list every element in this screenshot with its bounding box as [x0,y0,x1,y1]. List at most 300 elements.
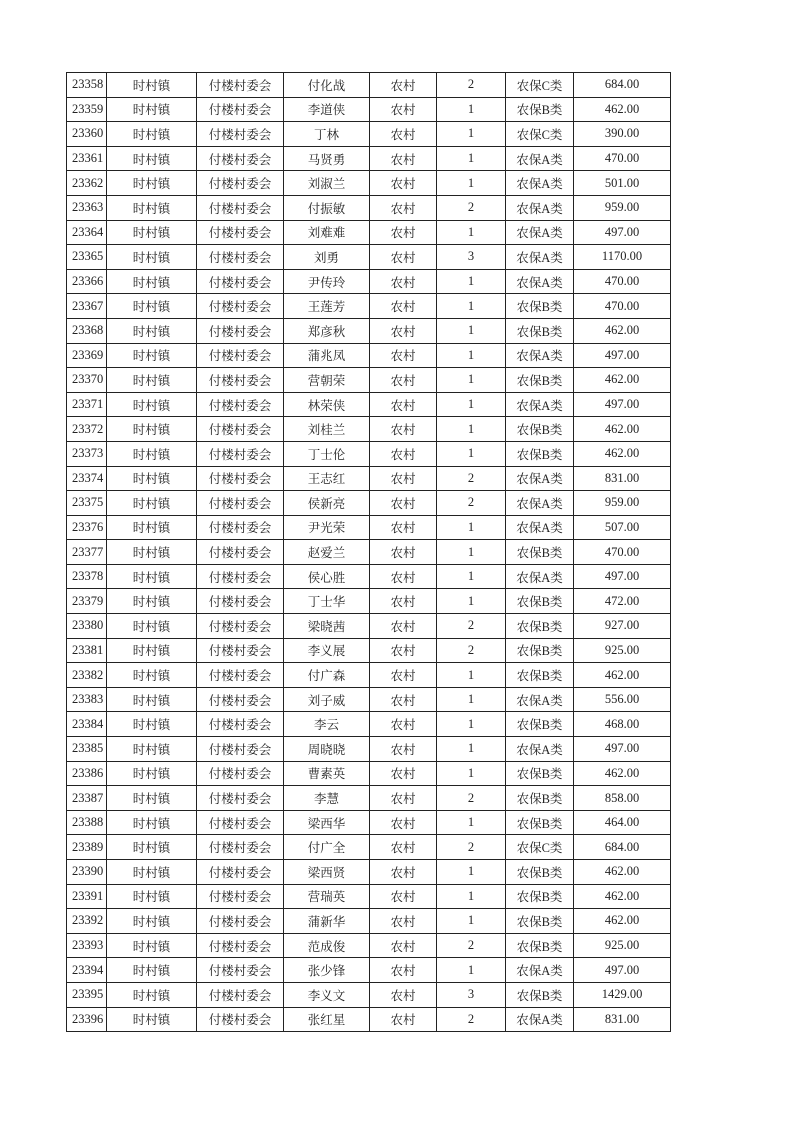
township-cell: 时村镇 [107,441,197,466]
person-name-cell: 尹传玲 [284,269,370,294]
household-size-cell: 1 [437,368,506,393]
table-row [67,441,671,466]
amount-cell: 497.00 [574,958,671,983]
table-row [67,638,671,663]
person-name-cell: 丁士伦 [284,441,370,466]
record-id-cell: 23365 [67,245,107,270]
township-cell: 时村镇 [107,294,197,319]
insurance-category-cell: 农保A类 [506,195,574,220]
insurance-category-cell: 农保B类 [506,909,574,934]
insurance-category-cell: 农保B类 [506,318,574,343]
insurance-category-cell: 农保C类 [506,122,574,147]
record-id-cell: 23385 [67,737,107,762]
amount-cell: 470.00 [574,540,671,565]
record-id-cell: 23360 [67,122,107,147]
amount-cell: 462.00 [574,909,671,934]
township-cell: 时村镇 [107,318,197,343]
village-committee-cell: 付楼村委会 [197,687,284,712]
person-name-cell: 尹光荣 [284,515,370,540]
amount-cell: 462.00 [574,884,671,909]
record-id-cell: 23366 [67,269,107,294]
village-committee-cell: 付楼村委会 [197,368,284,393]
residence-type-cell: 农村 [370,97,437,122]
village-committee-cell: 付楼村委会 [197,589,284,614]
household-size-cell: 1 [437,122,506,147]
person-name-cell: 张红星 [284,1007,370,1032]
residence-type-cell: 农村 [370,392,437,417]
residence-type-cell: 农村 [370,810,437,835]
village-committee-cell: 付楼村委会 [197,933,284,958]
household-size-cell: 1 [437,737,506,762]
record-id-cell: 23395 [67,982,107,1007]
village-committee-cell: 付楼村委会 [197,638,284,663]
residence-type-cell: 农村 [370,737,437,762]
amount-cell: 497.00 [574,564,671,589]
amount-cell: 858.00 [574,786,671,811]
insurance-category-cell: 农保B类 [506,441,574,466]
village-committee-cell: 付楼村委会 [197,515,284,540]
table-row [67,97,671,122]
table-row [67,466,671,491]
record-id-cell: 23393 [67,933,107,958]
table-row [67,589,671,614]
insurance-category-cell: 农保A类 [506,515,574,540]
residence-type-cell: 农村 [370,269,437,294]
village-committee-cell: 付楼村委会 [197,195,284,220]
amount-cell: 831.00 [574,466,671,491]
residence-type-cell: 农村 [370,122,437,147]
table-row [67,958,671,983]
township-cell: 时村镇 [107,146,197,171]
amount-cell: 462.00 [574,441,671,466]
amount-cell: 470.00 [574,269,671,294]
village-committee-cell: 付楼村委会 [197,737,284,762]
insurance-category-cell: 农保B类 [506,294,574,319]
table-row [67,933,671,958]
insurance-category-cell: 农保A类 [506,737,574,762]
table-row [67,417,671,442]
person-name-cell: 刘难难 [284,220,370,245]
household-size-cell: 1 [437,589,506,614]
insurance-category-cell: 农保B类 [506,933,574,958]
table-row [67,835,671,860]
record-id-cell: 23368 [67,318,107,343]
village-committee-cell: 付楼村委会 [197,958,284,983]
record-id-cell: 23377 [67,540,107,565]
village-committee-cell: 付楼村委会 [197,392,284,417]
residence-type-cell: 农村 [370,786,437,811]
record-id-cell: 23378 [67,564,107,589]
person-name-cell: 李义文 [284,982,370,1007]
record-id-cell: 23367 [67,294,107,319]
village-committee-cell: 付楼村委会 [197,466,284,491]
household-size-cell: 2 [437,638,506,663]
record-id-cell: 23379 [67,589,107,614]
household-size-cell: 1 [437,712,506,737]
household-size-cell: 1 [437,220,506,245]
village-committee-cell: 付楼村委会 [197,245,284,270]
village-committee-cell: 付楼村委会 [197,1007,284,1032]
village-committee-cell: 付楼村委会 [197,540,284,565]
person-name-cell: 侯心胜 [284,564,370,589]
table-row [67,786,671,811]
township-cell: 时村镇 [107,958,197,983]
township-cell: 时村镇 [107,810,197,835]
amount-cell: 927.00 [574,614,671,639]
table-row [67,687,671,712]
person-name-cell: 王莲芳 [284,294,370,319]
insurance-category-cell: 农保B类 [506,540,574,565]
amount-cell: 1429.00 [574,982,671,1007]
residence-type-cell: 农村 [370,540,437,565]
record-id-cell: 23373 [67,441,107,466]
household-size-cell: 3 [437,982,506,1007]
insurance-category-cell: 农保A类 [506,491,574,516]
amount-cell: 925.00 [574,933,671,958]
insurance-category-cell: 农保A类 [506,146,574,171]
insurance-category-cell: 农保B类 [506,786,574,811]
record-id-cell: 23383 [67,687,107,712]
record-id-cell: 23361 [67,146,107,171]
village-committee-cell: 付楼村委会 [197,564,284,589]
insurance-category-cell: 农保B类 [506,860,574,885]
residence-type-cell: 农村 [370,318,437,343]
township-cell: 时村镇 [107,737,197,762]
amount-cell: 556.00 [574,687,671,712]
residence-type-cell: 农村 [370,245,437,270]
person-name-cell: 付振敏 [284,195,370,220]
table-row [67,761,671,786]
amount-cell: 390.00 [574,122,671,147]
record-id-cell: 23389 [67,835,107,860]
residence-type-cell: 农村 [370,195,437,220]
township-cell: 时村镇 [107,786,197,811]
household-size-cell: 2 [437,491,506,516]
person-name-cell: 丁林 [284,122,370,147]
record-id-cell: 23388 [67,810,107,835]
residence-type-cell: 农村 [370,663,437,688]
insurance-category-cell: 农保A类 [506,269,574,294]
household-size-cell: 2 [437,466,506,491]
household-size-cell: 1 [437,860,506,885]
insurance-category-cell: 农保B类 [506,589,574,614]
record-id-cell: 23391 [67,884,107,909]
record-id-cell: 23387 [67,786,107,811]
village-committee-cell: 付楼村委会 [197,343,284,368]
township-cell: 时村镇 [107,195,197,220]
township-cell: 时村镇 [107,982,197,1007]
table-row [67,195,671,220]
village-committee-cell: 付楼村委会 [197,884,284,909]
household-size-cell: 1 [437,146,506,171]
person-name-cell: 周晓晓 [284,737,370,762]
record-id-cell: 23369 [67,343,107,368]
table-row [67,614,671,639]
household-size-cell: 1 [437,269,506,294]
village-committee-cell: 付楼村委会 [197,73,284,98]
amount-cell: 468.00 [574,712,671,737]
residence-type-cell: 农村 [370,1007,437,1032]
household-size-cell: 1 [437,687,506,712]
residence-type-cell: 农村 [370,491,437,516]
person-name-cell: 林荣侠 [284,392,370,417]
residence-type-cell: 农村 [370,368,437,393]
township-cell: 时村镇 [107,269,197,294]
table-row [67,564,671,589]
village-committee-cell: 付楼村委会 [197,761,284,786]
table-row [67,810,671,835]
record-id-cell: 23386 [67,761,107,786]
insurance-category-cell: 农保B类 [506,884,574,909]
household-size-cell: 1 [437,417,506,442]
table-row [67,294,671,319]
table-row [67,884,671,909]
record-id-cell: 23376 [67,515,107,540]
amount-cell: 831.00 [574,1007,671,1032]
amount-cell: 959.00 [574,195,671,220]
amount-cell: 462.00 [574,97,671,122]
record-id-cell: 23396 [67,1007,107,1032]
township-cell: 时村镇 [107,909,197,934]
record-id-cell: 23371 [67,392,107,417]
record-id-cell: 23374 [67,466,107,491]
township-cell: 时村镇 [107,712,197,737]
amount-cell: 472.00 [574,589,671,614]
township-cell: 时村镇 [107,171,197,196]
household-size-cell: 2 [437,786,506,811]
residence-type-cell: 农村 [370,515,437,540]
table-row [67,146,671,171]
record-id-cell: 23384 [67,712,107,737]
amount-cell: 470.00 [574,294,671,319]
table-row [67,368,671,393]
residence-type-cell: 农村 [370,712,437,737]
household-size-cell: 1 [437,441,506,466]
table-row [67,343,671,368]
amount-cell: 959.00 [574,491,671,516]
insurance-category-cell: 农保B类 [506,417,574,442]
record-id-cell: 23363 [67,195,107,220]
residence-type-cell: 农村 [370,564,437,589]
table-row [67,245,671,270]
record-id-cell: 23380 [67,614,107,639]
household-size-cell: 2 [437,835,506,860]
person-name-cell: 李慧 [284,786,370,811]
household-size-cell: 3 [437,245,506,270]
household-size-cell: 1 [437,564,506,589]
household-size-cell: 1 [437,540,506,565]
insurance-category-cell: 农保B类 [506,638,574,663]
insurance-category-cell: 农保A类 [506,958,574,983]
village-committee-cell: 付楼村委会 [197,663,284,688]
person-name-cell: 李义展 [284,638,370,663]
residence-type-cell: 农村 [370,343,437,368]
person-name-cell: 刘子威 [284,687,370,712]
township-cell: 时村镇 [107,860,197,885]
residence-type-cell: 农村 [370,884,437,909]
household-size-cell: 1 [437,884,506,909]
insurance-category-cell: 农保B类 [506,663,574,688]
township-cell: 时村镇 [107,540,197,565]
insurance-category-cell: 农保A类 [506,687,574,712]
table-row [67,982,671,1007]
household-size-cell: 1 [437,761,506,786]
township-cell: 时村镇 [107,515,197,540]
record-id-cell: 23362 [67,171,107,196]
household-size-cell: 1 [437,663,506,688]
household-size-cell: 1 [437,810,506,835]
township-cell: 时村镇 [107,884,197,909]
residence-type-cell: 农村 [370,73,437,98]
residence-type-cell: 农村 [370,294,437,319]
record-id-cell: 23370 [67,368,107,393]
person-name-cell: 范成俊 [284,933,370,958]
person-name-cell: 丁士华 [284,589,370,614]
insurance-category-cell: 农保A类 [506,392,574,417]
township-cell: 时村镇 [107,564,197,589]
household-size-cell: 1 [437,171,506,196]
record-id-cell: 23394 [67,958,107,983]
household-size-cell: 1 [437,343,506,368]
township-cell: 时村镇 [107,1007,197,1032]
village-committee-cell: 付楼村委会 [197,171,284,196]
residence-type-cell: 农村 [370,614,437,639]
household-size-cell: 2 [437,73,506,98]
record-id-cell: 23381 [67,638,107,663]
table-body [67,73,671,1032]
insurance-category-cell: 农保C类 [506,835,574,860]
residence-type-cell: 农村 [370,933,437,958]
household-size-cell: 2 [437,614,506,639]
amount-cell: 497.00 [574,343,671,368]
township-cell: 时村镇 [107,663,197,688]
table-row [67,171,671,196]
records-table [66,72,671,1032]
household-size-cell: 2 [437,195,506,220]
village-committee-cell: 付楼村委会 [197,318,284,343]
amount-cell: 497.00 [574,220,671,245]
table-row [67,392,671,417]
amount-cell: 925.00 [574,638,671,663]
person-name-cell: 郑彦秋 [284,318,370,343]
household-size-cell: 1 [437,392,506,417]
village-committee-cell: 付楼村委会 [197,810,284,835]
household-size-cell: 1 [437,515,506,540]
household-size-cell: 2 [437,1007,506,1032]
residence-type-cell: 农村 [370,958,437,983]
person-name-cell: 蒲兆凤 [284,343,370,368]
person-name-cell: 刘勇 [284,245,370,270]
residence-type-cell: 农村 [370,417,437,442]
person-name-cell: 刘桂兰 [284,417,370,442]
residence-type-cell: 农村 [370,909,437,934]
person-name-cell: 赵爱兰 [284,540,370,565]
person-name-cell: 梁西贤 [284,860,370,885]
amount-cell: 462.00 [574,663,671,688]
township-cell: 时村镇 [107,73,197,98]
residence-type-cell: 农村 [370,146,437,171]
person-name-cell: 付化战 [284,73,370,98]
person-name-cell: 李道侠 [284,97,370,122]
amount-cell: 497.00 [574,737,671,762]
township-cell: 时村镇 [107,466,197,491]
insurance-category-cell: 农保A类 [506,564,574,589]
person-name-cell: 王志红 [284,466,370,491]
village-committee-cell: 付楼村委会 [197,909,284,934]
township-cell: 时村镇 [107,122,197,147]
residence-type-cell: 农村 [370,638,437,663]
person-name-cell: 刘淑兰 [284,171,370,196]
insurance-category-cell: 农保B类 [506,761,574,786]
township-cell: 时村镇 [107,97,197,122]
table-row [67,269,671,294]
insurance-category-cell: 农保B类 [506,810,574,835]
record-id-cell: 23359 [67,97,107,122]
record-id-cell: 23358 [67,73,107,98]
insurance-category-cell: 农保B类 [506,97,574,122]
village-committee-cell: 付楼村委会 [197,835,284,860]
person-name-cell: 张少锋 [284,958,370,983]
household-size-cell: 1 [437,318,506,343]
amount-cell: 464.00 [574,810,671,835]
amount-cell: 462.00 [574,417,671,442]
village-committee-cell: 付楼村委会 [197,97,284,122]
person-name-cell: 梁西华 [284,810,370,835]
residence-type-cell: 农村 [370,466,437,491]
household-size-cell: 1 [437,97,506,122]
amount-cell: 501.00 [574,171,671,196]
residence-type-cell: 农村 [370,835,437,860]
table-row [67,860,671,885]
table-row [67,515,671,540]
residence-type-cell: 农村 [370,982,437,1007]
township-cell: 时村镇 [107,933,197,958]
insurance-category-cell: 农保B类 [506,368,574,393]
person-name-cell: 蒲新华 [284,909,370,934]
insurance-category-cell: 农保A类 [506,466,574,491]
amount-cell: 462.00 [574,368,671,393]
table-row [67,220,671,245]
amount-cell: 462.00 [574,761,671,786]
residence-type-cell: 农村 [370,220,437,245]
insurance-category-cell: 农保A类 [506,1007,574,1032]
table-row [67,737,671,762]
amount-cell: 497.00 [574,392,671,417]
residence-type-cell: 农村 [370,687,437,712]
township-cell: 时村镇 [107,343,197,368]
village-committee-cell: 付楼村委会 [197,982,284,1007]
residence-type-cell: 农村 [370,171,437,196]
amount-cell: 684.00 [574,835,671,860]
insurance-category-cell: 农保B类 [506,614,574,639]
person-name-cell: 营朝荣 [284,368,370,393]
record-id-cell: 23382 [67,663,107,688]
record-id-cell: 23390 [67,860,107,885]
township-cell: 时村镇 [107,614,197,639]
township-cell: 时村镇 [107,589,197,614]
residence-type-cell: 农村 [370,761,437,786]
village-committee-cell: 付楼村委会 [197,491,284,516]
record-id-cell: 23364 [67,220,107,245]
insurance-category-cell: 农保A类 [506,171,574,196]
household-size-cell: 1 [437,909,506,934]
township-cell: 时村镇 [107,638,197,663]
village-committee-cell: 付楼村委会 [197,417,284,442]
insurance-category-cell: 农保A类 [506,343,574,368]
household-size-cell: 2 [437,933,506,958]
village-committee-cell: 付楼村委会 [197,786,284,811]
amount-cell: 462.00 [574,860,671,885]
